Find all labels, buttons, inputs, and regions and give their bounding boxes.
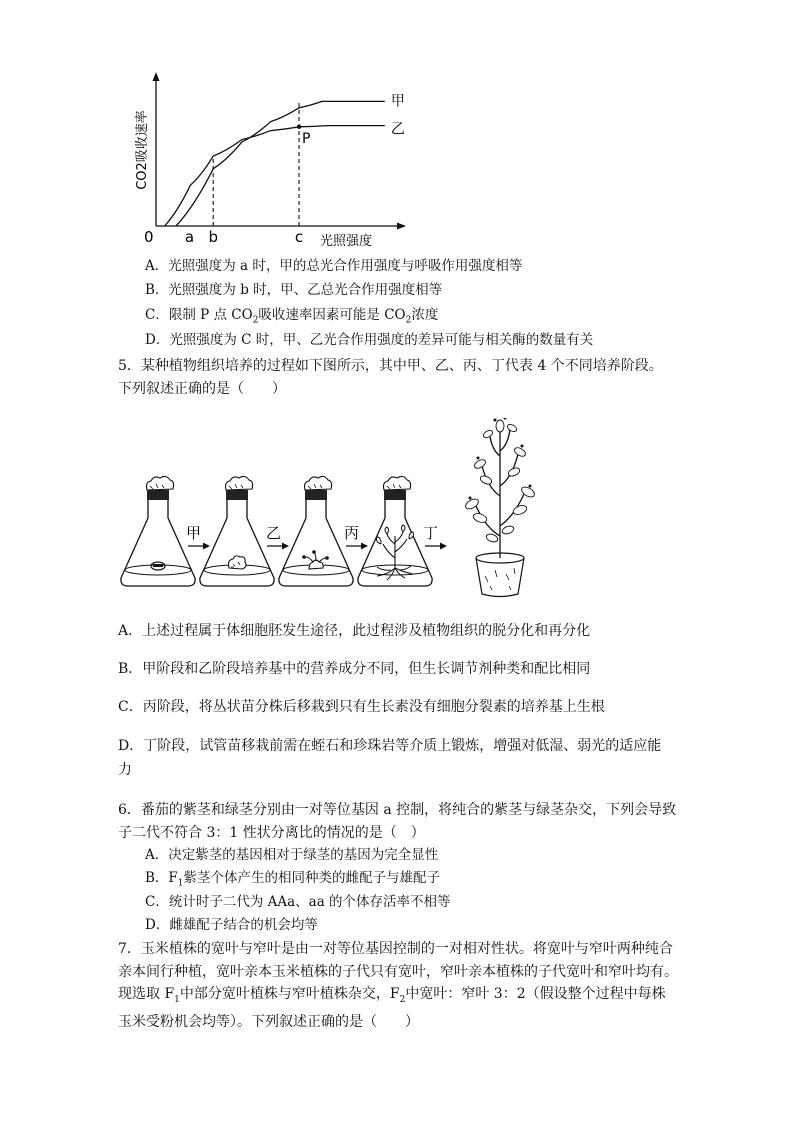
q4-option-d: D．光照强度为 C 时，甲、乙光合作用强度的差异可能与相关酶的数量有关 xyxy=(145,332,594,348)
arrow-jia xyxy=(188,543,210,550)
q6-option-b-text1: B．F xyxy=(145,870,178,886)
arrow-bing xyxy=(346,543,368,550)
co2-absorption-chart xyxy=(120,70,420,255)
q4-option-b: B．光照强度为 b 时，甲、乙总光合作用强度相等 xyxy=(145,282,443,298)
series-yi-line xyxy=(165,126,385,226)
point-p-marker xyxy=(297,125,301,129)
q7-stem-part2: 中部分宽叶植株与窄叶植株杂交，F xyxy=(179,986,400,1002)
x-axis-label: 光照强度 xyxy=(320,234,373,249)
q5-option-c: C．丙阶段，将丛状苗分株后移栽到只有生长素没有细胞分裂素的培养基上生根 xyxy=(118,699,605,715)
point-p-label: P xyxy=(302,130,311,147)
q5-option-a: A．上述过程属于体细胞胚发生途径，此过程涉及植物组织的脱分化和再分化 xyxy=(118,623,591,639)
y-axis-label: CO2吸收速率 xyxy=(135,110,150,190)
tissue-culture-figure xyxy=(120,418,540,603)
q5-option-b: B．甲阶段和乙阶段培养基中的营养成分不同，但生长调节剂种类和配比相同 xyxy=(118,661,591,677)
q4-option-c-sub1: 2 xyxy=(252,315,259,326)
q5-stem-line1: 5．某种植物组织培养的过程如下图所示，其中甲、乙、丙、丁代表 4 个不同培养阶段。 xyxy=(118,358,663,374)
q6-option-a: A．决定紫茎的基因相对于绿茎的基因为完全显性 xyxy=(145,847,439,863)
flask-3-shoots xyxy=(279,476,353,586)
potted-plant xyxy=(464,418,536,597)
y-axis-arrow xyxy=(153,72,160,81)
flask-1-explant xyxy=(121,476,195,586)
x-tick-a: a xyxy=(184,228,195,246)
q5-stem-line2: 下列叙述正确的是（ ） xyxy=(118,381,286,397)
q7-stem xyxy=(118,938,678,1034)
flask-4-plantlet xyxy=(358,476,432,586)
arrow-yi xyxy=(267,543,289,550)
q4-option-c-text2: 吸收速率因素可能是 CO xyxy=(258,307,406,323)
flask-2-callus xyxy=(200,476,274,586)
arrow-ding xyxy=(425,543,447,550)
stage-label-jia: 甲 xyxy=(186,524,202,542)
q5-option-d-line1: D．丁阶段，试管苗移栽前需在蛭石和珍珠岩等介质上锻炼，增强对低湿、弱光的适应能 xyxy=(118,738,662,754)
q4-option-c xyxy=(145,305,438,331)
stage-label-bing: 丙 xyxy=(344,524,360,542)
series-jia-line xyxy=(176,101,385,226)
q4-option-c-sub2: 2 xyxy=(405,315,412,326)
q7-stem-sub2: 2 xyxy=(399,994,406,1005)
q6-option-d: D．雌雄配子结合的机会均等 xyxy=(145,917,318,933)
series-jia-label: 甲 xyxy=(390,93,405,110)
x-tick-b: b xyxy=(208,228,218,246)
x-axis-arrow xyxy=(397,223,406,230)
x-tick-c: c xyxy=(294,228,304,246)
q7-stem-sub1: 1 xyxy=(174,994,180,1005)
q7-stem-part1: 7．玉米植株的宽叶与窄叶是由一对等位基因控制的一对相对性状。将宽叶与窄叶两种纯合亲本间行种植，宽叶亲本玉米植株的子代只有宽叶，窄叶亲本植株的子代宽叶和窄叶均有。现选取 F xyxy=(118,941,678,1002)
q4-option-c-text3: 浓度 xyxy=(411,307,439,323)
q4-option-c-text1: C．限制 P 点 CO xyxy=(145,307,253,323)
q6-option-c: C．统计时子二代为 AAa、aa 的个体存活率不相等 xyxy=(145,894,451,910)
q6-option-b xyxy=(145,868,440,894)
q6-option-b-text2: 紫茎个体产生的相同种类的雌配子与雄配子 xyxy=(183,870,441,886)
q5-option-d-line2: 力 xyxy=(118,762,132,778)
q6-stem-line1: 6．番茄的紫茎和绿茎分别由一对等位基因 a 控制，将纯合的紫茎与绿茎杂交，下列会导致 xyxy=(118,802,677,818)
stage-label-yi: 乙 xyxy=(266,524,282,542)
q7-stem-part3: 中宽叶：窄叶 3：2（假设整个过程中每株玉米受粉机会均等）。下列叙述正确的是（ ） xyxy=(118,986,666,1031)
q6-option-b-sub: 1 xyxy=(177,878,184,889)
stage-label-ding: 丁 xyxy=(423,524,439,542)
origin-label: 0 xyxy=(144,228,154,246)
q4-option-a: A．光照强度为 a 时，甲的总光合作用强度与呼吸作用强度相等 xyxy=(145,258,523,274)
series-yi-label: 乙 xyxy=(390,121,405,138)
q6-stem-line2: 子二代不符合 3：1 性状分离比的情况的是（ ） xyxy=(118,825,425,841)
